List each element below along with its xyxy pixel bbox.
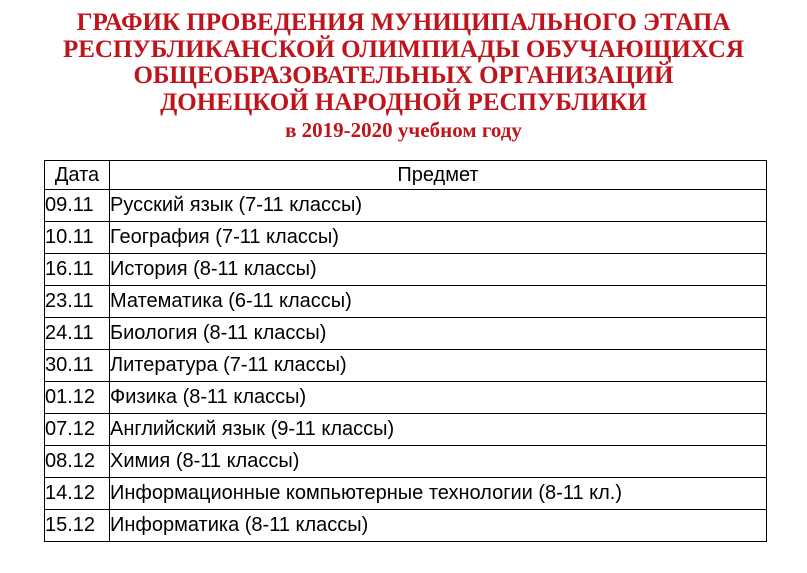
cell-subject: Математика (6-11 классы) bbox=[110, 286, 767, 318]
cell-subject: Английский язык (9-11 классы) bbox=[110, 414, 767, 446]
cell-date: 01.12 bbox=[45, 382, 110, 414]
cell-date: 07.12 bbox=[45, 414, 110, 446]
cell-subject: Физика (8-11 классы) bbox=[110, 382, 767, 414]
table-header-row bbox=[45, 161, 767, 190]
document-title bbox=[0, 10, 807, 144]
title-year-line: в 2019-2020 учебном году bbox=[285, 118, 522, 142]
table-row bbox=[45, 254, 767, 286]
cell-date: 24.11 bbox=[45, 318, 110, 350]
table-row bbox=[45, 286, 767, 318]
table-row bbox=[45, 414, 767, 446]
cell-date: 10.11 bbox=[45, 222, 110, 254]
table-row bbox=[45, 350, 767, 382]
table-row bbox=[45, 382, 767, 414]
cell-subject: Химия (8-11 классы) bbox=[110, 446, 767, 478]
cell-subject: Информатика (8-11 классы) bbox=[110, 510, 767, 542]
title-line-1: ГРАФИК ПРОВЕДЕНИЯ МУНИЦИПАЛЬНОГО ЭТАПА bbox=[76, 9, 731, 36]
schedule-table bbox=[44, 160, 767, 542]
cell-subject: География (7-11 классы) bbox=[110, 222, 767, 254]
cell-subject: Информационные компьютерные технологии (8-11 кл.) bbox=[110, 478, 767, 510]
title-line-4: ДОНЕЦКОЙ НАРОДНОЙ РЕСПУБЛИКИ bbox=[160, 88, 647, 116]
cell-date: 14.12 bbox=[45, 478, 110, 510]
cell-subject: Биология (8-11 классы) bbox=[110, 318, 767, 350]
table-row bbox=[45, 190, 767, 222]
table-row bbox=[45, 478, 767, 510]
cell-subject: Литература (7-11 классы) bbox=[110, 350, 767, 382]
table-row bbox=[45, 446, 767, 478]
cell-date: 09.11 bbox=[45, 190, 110, 222]
table-row bbox=[45, 222, 767, 254]
header-subject: Предмет bbox=[110, 161, 767, 190]
cell-subject: История (8-11 классы) bbox=[110, 254, 767, 286]
cell-date: 08.12 bbox=[45, 446, 110, 478]
cell-subject: Русский язык (7-11 классы) bbox=[110, 190, 767, 222]
table-body bbox=[45, 190, 767, 542]
title-line-2: РЕСПУБЛИКАНСКОЙ ОЛИМПИАДЫ ОБУЧАЮЩИХСЯ bbox=[62, 35, 745, 63]
table-row bbox=[45, 510, 767, 542]
header-date: Дата bbox=[45, 161, 110, 190]
table-row bbox=[45, 318, 767, 350]
cell-date: 30.11 bbox=[45, 350, 110, 382]
cell-date: 15.12 bbox=[45, 510, 110, 542]
title-line-3: ОБЩЕОБРАЗОВАТЕЛЬНЫХ ОРГАНИЗАЦИЙ bbox=[133, 62, 674, 89]
cell-date: 16.11 bbox=[45, 254, 110, 286]
cell-date: 23.11 bbox=[45, 286, 110, 318]
